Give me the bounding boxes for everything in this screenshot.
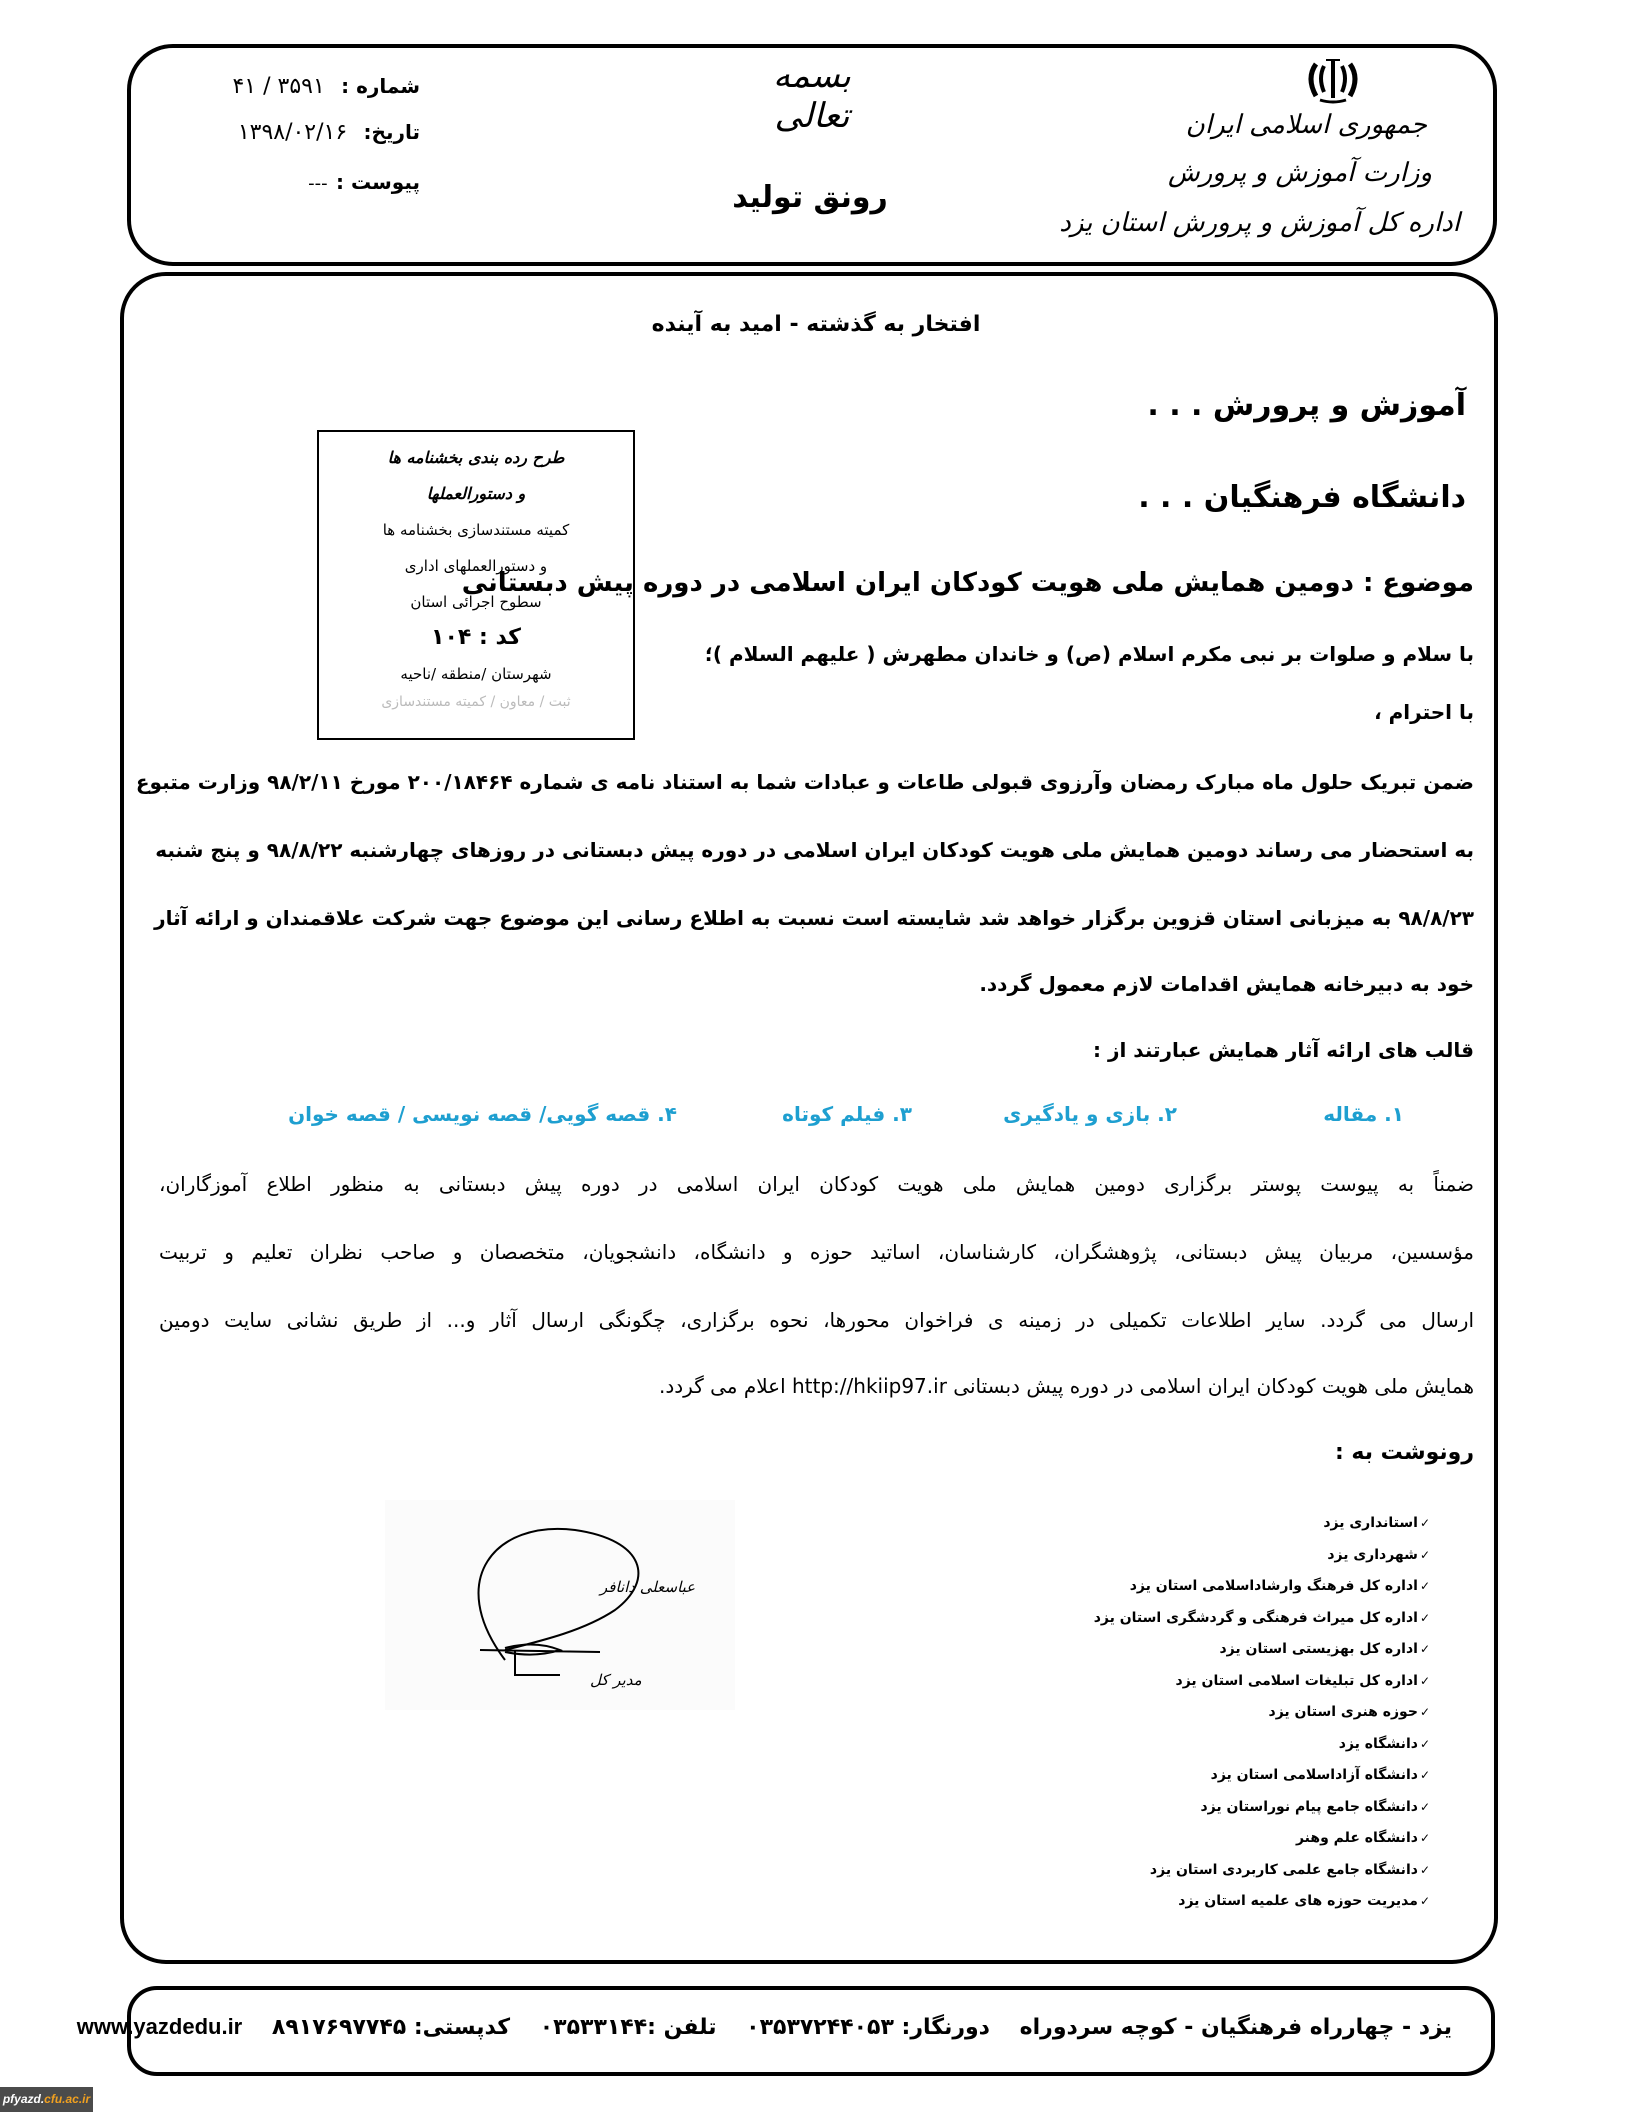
check-icon: ✓ <box>1419 1894 1430 1908</box>
paragraph-1-line: خود به دبیرخانه همایش اقدامات لازم معمول گردد. <box>979 972 1474 996</box>
stamp-line: و دستورالعملهای اداری <box>404 557 548 575</box>
letter-number-label: شماره : <box>341 74 420 98</box>
check-icon: ✓ <box>1419 1642 1430 1656</box>
year-slogan: رونق تولید <box>732 180 888 215</box>
stamp-line-faded: ثبت / معاون / کمیته مستندسازی <box>381 694 571 710</box>
cc-recipient <box>1094 1823 1430 1855</box>
check-icon: ✓ <box>1419 1768 1430 1782</box>
cc-recipient-name: دانشگاه آزاداسلامی استان یزد <box>1210 1767 1418 1783</box>
letter-attachment-value: --- <box>308 173 328 194</box>
format-item: ۲. بازی و یادگیری <box>1003 1102 1177 1126</box>
check-icon: ✓ <box>1419 1547 1430 1562</box>
recipient-line-1: آموزش و پرورش . . . <box>1147 388 1466 423</box>
footer-postal-code: کدپستی: ۸۹۱۷۶۹۷۷۴۵ <box>271 2015 511 2040</box>
stamp-line: کمیته مستندسازی بخشنامه ها <box>382 521 570 539</box>
cc-recipient <box>1094 1760 1430 1792</box>
cc-recipient-name: اداره کل فرهنگ وارشاداسلامی استان یزد <box>1129 1578 1418 1594</box>
formats-title: قالب های ارائه آثار همایش عبارتند از : <box>1093 1038 1474 1062</box>
cc-recipient <box>1094 1697 1430 1729</box>
cc-recipient-name: شهرداری یزد <box>1327 1546 1418 1563</box>
format-item: ۴. قصه گویی/ قصه نویسی / قصه خوان <box>288 1102 677 1126</box>
format-item: ۳. فیلم کوتاه <box>782 1102 912 1126</box>
org-name-line-2: وزارت آموزش و پرورش <box>1167 158 1432 188</box>
stamp-line: شهرستان /منطقه /ناحیه <box>400 665 552 683</box>
org-name-line-3: اداره کل آموزش و پرورش استان یزد <box>1059 208 1460 238</box>
cc-recipient <box>1094 1508 1430 1540</box>
footer-phone: تلفن :۰۳۵۳۳۱۴۴ <box>539 2015 717 2040</box>
motto: افتخار به گذشته - امید به آینده <box>651 312 981 337</box>
org-name-line-1: جمهوری اسلامی ایران <box>1185 110 1427 140</box>
cc-recipient-name: استانداری یزد <box>1323 1515 1418 1531</box>
cc-recipient-name: مدیریت حوزه های علمیه استان یزد <box>1178 1893 1418 1909</box>
stamp-line: و دستورالعملها <box>426 484 526 503</box>
cc-recipient <box>1094 1603 1430 1635</box>
signature-name: عباسعلی دانافر <box>600 1578 696 1596</box>
cc-recipient <box>1094 1540 1430 1572</box>
check-icon: ✓ <box>1419 1579 1430 1593</box>
paragraph-2-line: همایش ملی هویت کودکان ایران اسلامی در دوره پیش دبستانی http://hkiip97.ir اعلام می گردد. <box>659 1374 1474 1398</box>
cc-recipient-name: دانشگاه علم وهنر <box>1295 1830 1418 1846</box>
bismillah-calligraphy: بسمه تعالی <box>773 56 851 136</box>
cc-recipient <box>1094 1571 1430 1603</box>
paragraph-1-line: ضمن تبریک حلول ماه مبارک رمضان وآرزوی قبولی طاعات و عبادات شما به استناد نامه ی شماره ۲۰۰/۱۸۴۶۴ مورخ ۹۸/۲/۱۱ وزارت متبوع <box>135 770 1474 794</box>
cc-recipient <box>1094 1792 1430 1824</box>
footer-website-link[interactable]: www.yazdedu.ir <box>76 2014 243 2039</box>
watermark-domain: cfu.ac.ir <box>44 2092 91 2106</box>
paragraph-2-line: ضمناً به پیوست پوستر برگزاری دومین همایش ملی هویت کودکان ایران اسلامی در دوره پیش دبستانی به منظور اطلاع آموزگاران، <box>159 1172 1474 1196</box>
cc-recipient-name: دانشگاه جامع علمی کاربردی استان یزد <box>1149 1861 1418 1878</box>
cc-recipient <box>1094 1886 1430 1918</box>
footer-contact <box>76 2014 1452 2040</box>
cc-recipient <box>1094 1634 1430 1666</box>
footer-address: یزد - چهارراه فرهنگیان - کوچه سردوراه <box>1019 2015 1452 2040</box>
paragraph-2-line: ارسال می گردد. سایر اطلاعات تکمیلی در زمینه ی فراخوان محورها، نحوه برگزاری، چگونگی ارسال آثار و... از طریق نشانی سایت دومین <box>159 1308 1474 1332</box>
letter-attachment-label: پیوست : <box>335 170 420 194</box>
check-icon: ✓ <box>1419 1610 1430 1625</box>
letter-number <box>232 74 420 99</box>
format-item: ۱. مقاله <box>1323 1102 1404 1126</box>
cc-list <box>1094 1508 1430 1918</box>
check-icon: ✓ <box>1419 1673 1430 1688</box>
paragraph-2-line: مؤسسین، مربیان پیش دبستانی، پژوهشگران، کارشناسان، اساتید حوزه و دانشگاه، دانشجویان، متخصصان و صاحب نظران تعلیم و تربیت <box>159 1240 1474 1264</box>
check-icon: ✓ <box>1419 1862 1430 1877</box>
signature <box>385 1500 735 1710</box>
stamp-line: سطوح اجرائی استان <box>410 593 542 611</box>
cc-recipient-name: اداره کل میراث فرهنگی و گردشگری استان یزد <box>1093 1609 1418 1626</box>
letter-date-value: ۱۳۹۸/۰۲/۱۶ <box>237 120 348 145</box>
paragraph-1-line: به استحضار می رساند دومین همایش ملی هویت کودکان ایران اسلامی در دوره پیش دبستانی در روزهای چهارشنبه ۹۸/۸/۲۲ و پنج شنبه <box>155 838 1474 862</box>
letter-date-label: تاریخ: <box>363 120 420 144</box>
respect-line: با احترام ، <box>1374 700 1474 724</box>
iran-emblem-icon <box>1302 56 1364 106</box>
cc-recipient-name: اداره کل تبلیغات اسلامی استان یزد <box>1175 1672 1418 1689</box>
check-icon: ✓ <box>1419 1516 1430 1530</box>
cc-recipient-name: اداره کل بهزیستی استان یزد <box>1219 1641 1418 1657</box>
check-icon: ✓ <box>1419 1736 1430 1751</box>
site-watermark <box>0 2087 93 2112</box>
signature-title: مدیر کل <box>590 1671 642 1689</box>
cc-recipient-name: دانشگاه جامع پیام نوراستان یزد <box>1200 1798 1418 1815</box>
cc-title: رونوشت به : <box>1334 1440 1474 1465</box>
watermark-prefix: pfyazd. <box>2 2092 45 2106</box>
paragraph-1-line: ۹۸/۸/۲۳ به میزبانی استان قزوین برگزار خواهد شد شایسته است نسبت به اطلاع رسانی این موضوع جهت شرکت علاقمندان و ارائه آثار <box>154 906 1474 930</box>
stamp-line: طرح رده بندی بخشنامه ها <box>387 448 565 467</box>
letter-subject: موضوع : دومین همایش ملی هویت کودکان ایران اسلامی در دوره پیش دبستانی <box>461 568 1474 598</box>
check-icon: ✓ <box>1419 1799 1430 1814</box>
check-icon: ✓ <box>1419 1705 1430 1719</box>
stamp-code: کد : ۱۰۴ <box>431 625 521 650</box>
cc-recipient-name: دانشگاه یزد <box>1338 1735 1418 1752</box>
footer-fax: دورنگار: ۰۳۵۳۷۲۴۴۰۵۳ <box>746 2015 990 2040</box>
letter-date <box>238 120 420 145</box>
recipient-line-2: دانشگاه فرهنگیان . . . <box>1138 480 1466 515</box>
cc-recipient <box>1094 1666 1430 1698</box>
cc-recipient <box>1094 1855 1430 1887</box>
cc-recipient <box>1094 1729 1430 1761</box>
check-icon: ✓ <box>1419 1831 1430 1845</box>
greeting: با سلام و صلوات بر نبی مکرم اسلام (ص) و خاندان مطهرش ( علیهم السلام )؛ <box>704 642 1474 666</box>
letter-number-value: ۳۵۹۱ / ۴۱ <box>232 74 325 99</box>
cc-recipient-name: حوزه هنری استان یزد <box>1268 1704 1418 1720</box>
letter-attachment <box>308 170 420 194</box>
